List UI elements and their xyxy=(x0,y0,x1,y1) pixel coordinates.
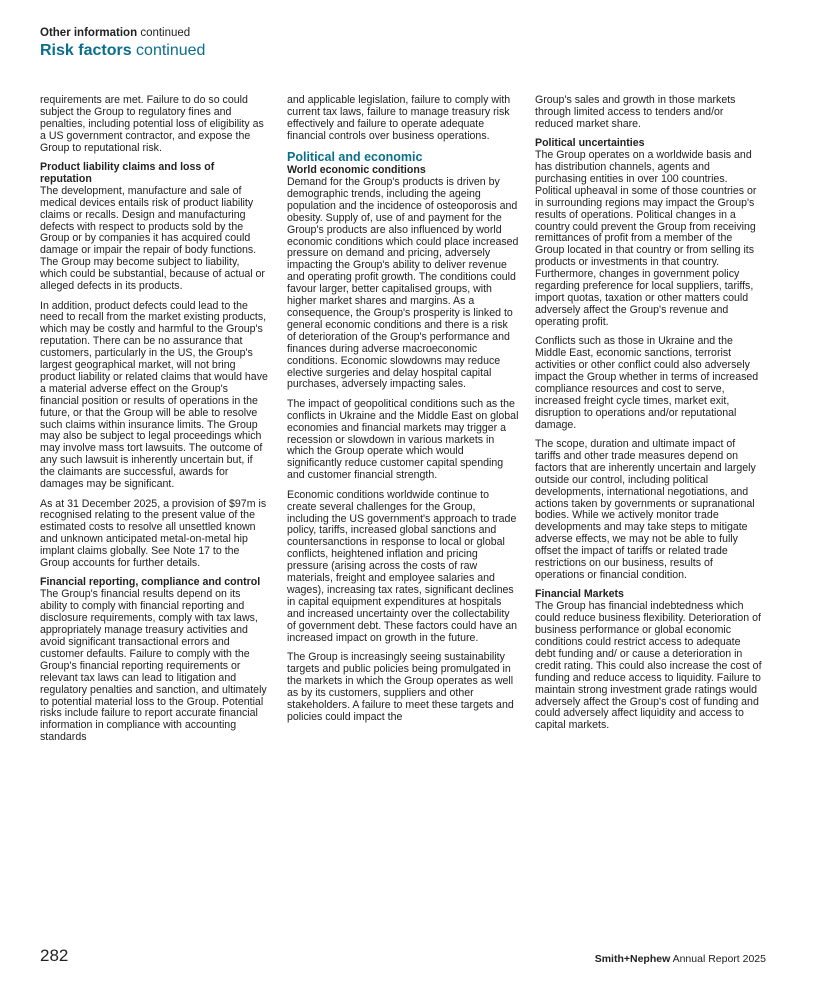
paragraph: Group's sales and growth in those markets through limited access to tenders and/or reduced market share. xyxy=(535,94,736,130)
page-title-suffix: continued xyxy=(131,42,206,59)
paragraph: Conflicts such as those in Ukraine and the Middle East, economic sanctions, terrorist activities or other conflict could also adversely impact the Group whether in terms of increased compliance resources and cost to serve, increased freight cycle times, market exit, disruption to operations and/or reputational damage. xyxy=(535,335,759,431)
subheading-world-economic: World economic conditions xyxy=(287,164,426,177)
subheading-financial-markets: Financial Markets xyxy=(535,588,624,601)
breadcrumb-suffix: continued xyxy=(137,27,191,39)
paragraph: requirements are met. Failure to do so could subject the Group to regulatory fines and penalties, including potential loss of eligibility as a US government contractor, and expose the Group to reputational risk. xyxy=(40,94,264,154)
paragraph: The Group operates on a worldwide basis and has distribution channels, agents and purchasing entities in over 100 countries. Political upheaval in some of those countries or in surrounding regions may impact the Group's results of operations. Political changes in a country could prevent the Group from receiving remittances of profit from a member of the Group located in that country or from selling its products or investments in that country. Furthermore, changes in government policy regarding preference for local suppliers, tariffs, import quotas, taxation or other matters could adversely affect the Group's revenue and operating profit. xyxy=(535,149,757,328)
paragraph: The Group is increasingly seeing sustainability targets and public policies being promulgated in the markets in which the Group operates as well as by its customers, suppliers and other stakeholders. A failure to meet these targets and policies could impact the xyxy=(287,650,514,723)
paragraph: The impact of geopolitical conditions such as the conflicts in Ukraine and the Middle East on global economies and financial markets may trigger a recession or slowdown in various markets in which the Group operate which would significantly reduce customer capital spending and customer financial strength. xyxy=(287,397,519,482)
paragraph: As at 31 December 2025, a provision of $97m is recognised relating to the present value of the estimated costs to resolve all unsettled known and unknown anticipated metal-on-metal hip implant claims globally. See Note 17 to the Group accounts for further details. xyxy=(40,497,267,570)
paragraph: Economic conditions worldwide continue to create several challenges for the Group, including the US government's approach to trade policy, tariffs, increased global sanctions and countersanctions in response to local or global conflicts, heightened inflation and pricing pressure (arising across the costs of raw materials, freight and employee salaries and wages), increasing tax rates, significant declines in capital equipment expenditures at hospitals and increased uncertainty over the collectability of government debt. These factors could have an increased impact on growth in the future. xyxy=(287,488,518,644)
paragraph: The Group has financial indebtedness which could reduce business flexibility. Deterioration of business performance or global economic conditions could restrict access to adequate debt funding and/ or cause a deterioration in credit rating. This could also increase the cost of funding and reduce access to liquidity. Failure to maintain strong investment grade ratings would adversely affect the Group's cost of funding and could adversely affect liquidity and access to capital markets. xyxy=(535,600,762,732)
breadcrumb xyxy=(40,27,205,39)
subheading-political-uncertainties: Political uncertainties xyxy=(535,137,645,150)
page-title xyxy=(40,42,205,60)
page-number: 282 xyxy=(40,946,69,965)
column-2 xyxy=(287,95,519,731)
subheading-product-liability: Product liability claims and loss of reputation xyxy=(40,161,215,185)
report-name: Annual Report 2025 xyxy=(670,953,766,965)
paragraph: The development, manufacture and sale of medical devices entails risk of product liability claims or recalls. Design and manufacturing defects with respect to products sold by the Group or by companies it has acquired could damage or impair the repair of body functions. The Group may become subject to liability, which could be substantial, because of actual or alleged defects in its products. xyxy=(40,184,265,293)
section-heading-political-economic: Political and economic xyxy=(287,150,423,165)
paragraph: In addition, product defects could lead to the need to recall from the market existing products, which may be costly and harmful to the Group's reputation. There can be no assurance that customers, particularly in the US, the Group's largest geographical market, will not bring product liability or related claims that would have a material adverse effect on the Group's financial position or results of operations in the future, or that the Group will be able to resolve such claims within insurance limits. The Group may also be subject to legal proceedings which may involve mass tort lawsuits. The outcome of any such lawsuit is inherently uncertain but, if the claimants are successful, awards for damages may be significant. xyxy=(40,299,268,491)
subheading-financial-reporting: Financial reporting, compliance and control xyxy=(40,576,261,589)
brand-name: Smith+Nephew xyxy=(594,953,671,965)
column-1 xyxy=(40,95,268,752)
paragraph: The Group's financial results depend on its ability to comply with financial reporting and disclosure requirements, comply with tax laws, appropriately manage treasury activities and avoid significant transactional errors and customer defaults. Failure to comply with the Group's financial reporting requirements or relevant tax laws can lead to litigation and regulatory penalties and sanction, and ultimately to potential material loss to the Group. Potential risks include failure to report accurate financial information in compliance with accounting standards xyxy=(40,588,267,744)
page-title-main: Risk factors xyxy=(40,42,132,59)
paragraph: The scope, duration and ultimate impact of tariffs and other trade measures depend on factors that are inherently uncertain and largely outside our control, including political developments, international negotiations, and actions taken by governments or supranational bodies. While we actively monitor trade developments and may take steps to mitigate adverse effects, we may not be able to fully offset the impact of tariffs or related trade restrictions on our business, results of operations or financial condition. xyxy=(535,437,756,581)
page-header xyxy=(40,27,205,60)
footer-brand xyxy=(595,953,766,965)
paragraph: and applicable legislation, failure to comply with current tax laws, failure to manage treasury risk effectively and failure to operate adequate financial controls over business operations. xyxy=(287,94,511,142)
column-3 xyxy=(535,95,763,740)
paragraph: Demand for the Group's products is driven by demographic trends, including the ageing population and the incidence of osteoporosis and obesity. Supply of, use of and payment for the Group's products are also influenced by world economic conditions which could place increased pressure on demand and pricing, adversely impacting the Group's ability to deliver revenue and operating profit growth. The conditions could favour larger, better capitalised groups, with higher market shares and margins. As a consequence, the Group's prosperity is linked to general economic conditions and there is a risk of deterioration of the Group's performance and finances during adverse macroeconomic conditions. Economic slowdowns may reduce elective surgeries and delay hospital capital purchases, adversely impacting sales. xyxy=(287,176,519,391)
breadcrumb-section: Other information xyxy=(40,27,138,39)
